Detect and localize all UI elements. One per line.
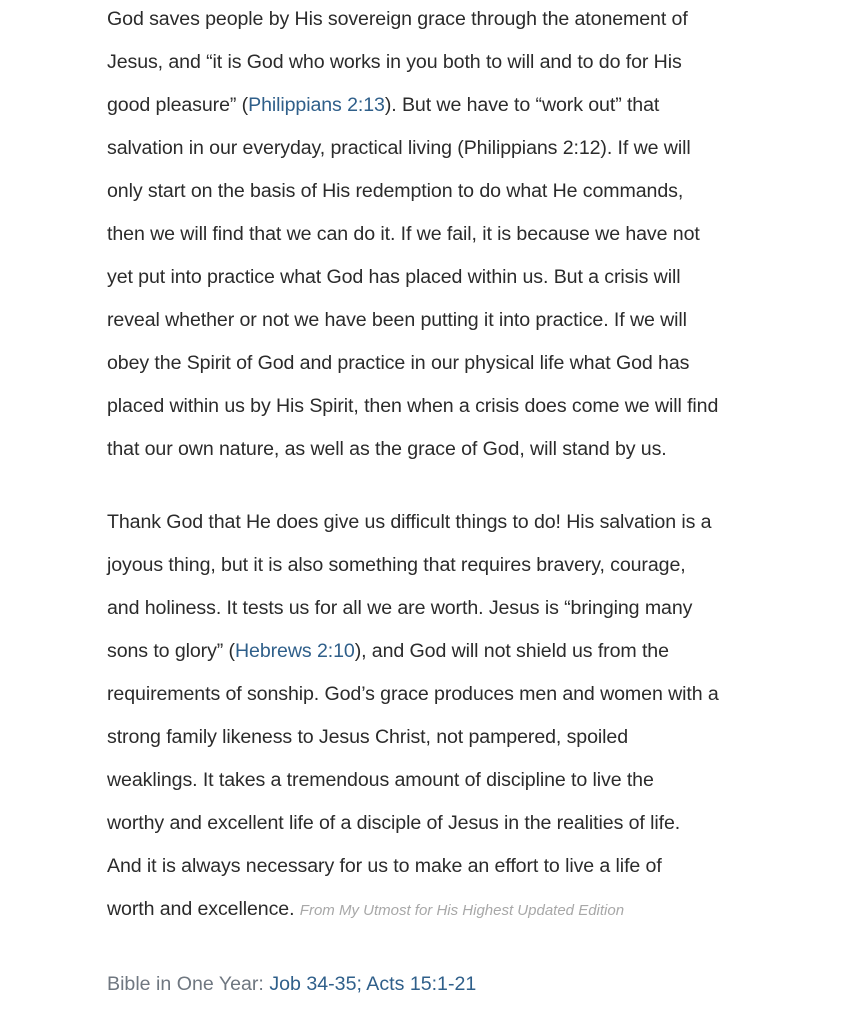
paragraph-2 — [107, 501, 787, 932]
text-fragment: sons to glory” ( — [107, 640, 235, 662]
text-line: salvation in our everyday, practical living (Philippians 2:12). If we will — [107, 137, 691, 159]
text-line: obey the Spirit of God and practice in our physical life what God has — [107, 352, 690, 374]
text-fragment: worth and excellence. — [107, 898, 295, 920]
scripture-link-hebrews-2-10[interactable]: Hebrews 2:10 — [234, 640, 355, 662]
bible-in-one-year — [107, 966, 476, 1002]
scripture-link-philippians-2-13[interactable]: Philippians 2:13 — [248, 94, 385, 116]
text-line: God saves people by His sovereign grace through the atonement of — [107, 8, 688, 30]
text-line: Jesus, and “it is God who works in you both to will and to do for His — [107, 51, 682, 73]
text-line: placed within us by His Spirit, then when a crisis does come we will find — [107, 395, 719, 417]
paragraph-1 — [107, 0, 787, 471]
text-line: weaklings. It takes a tremendous amount of discipline to live the — [107, 769, 654, 791]
text-fragment: good pleasure” ( — [107, 94, 249, 116]
bible-reading-link[interactable]: Job 34-35; Acts 15:1-21 — [269, 973, 477, 995]
source-attribution: From My Utmost for His Highest Updated Edition — [299, 902, 625, 919]
text-line — [107, 888, 787, 932]
text-line: And it is always necessary for us to make an effort to live a life of — [107, 855, 662, 877]
text-line: then we will find that we can do it. If we fail, it is because we have not — [107, 223, 700, 245]
bible-in-one-year-label: Bible in One Year: — [107, 973, 270, 995]
text-line: Thank God that He does give us difficult things to do! His salvation is a — [107, 511, 712, 533]
text-line: worthy and excellent life of a disciple of Jesus in the realities of life. — [107, 812, 681, 834]
text-line: strong family likeness to Jesus Christ, not pampered, spoiled — [107, 726, 628, 748]
text-line: and holiness. It tests us for all we are worth. Jesus is “bringing many — [107, 597, 693, 619]
text-fragment: ), and God will not shield us from the — [354, 640, 669, 662]
text-line — [107, 84, 787, 127]
text-line — [107, 630, 787, 673]
text-line: reveal whether or not we have been putting it into practice. If we will — [107, 309, 687, 331]
text-line: only start on the basis of His redemption to do what He commands, — [107, 180, 684, 202]
text-line: joyous thing, but it is also something that requires bravery, courage, — [107, 554, 686, 576]
text-line: yet put into practice what God has placed within us. But a crisis will — [107, 266, 681, 288]
text-line: that our own nature, as well as the grace of God, will stand by us. — [107, 438, 667, 460]
text-fragment: ). But we have to “work out” that — [384, 94, 660, 116]
text-line: requirements of sonship. God’s grace produces men and women with a — [107, 683, 719, 705]
